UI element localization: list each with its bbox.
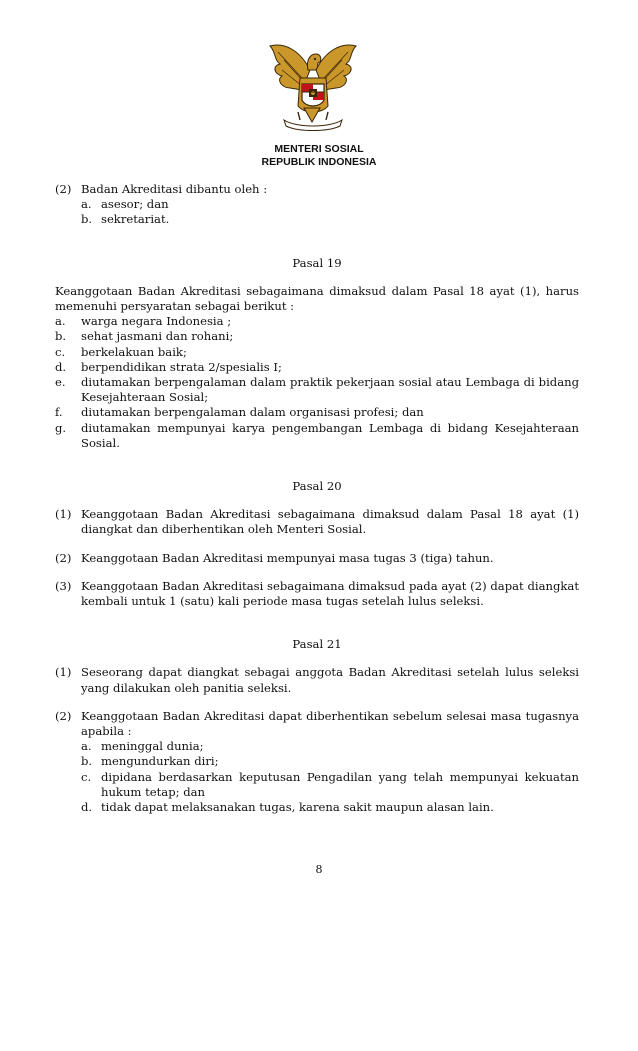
list-item <box>81 197 579 212</box>
header-line-1: MENTERI SOSIAL <box>274 143 364 155</box>
list-text: diutamakan mempunyai karya pengembangan Lembaga di bidang Kesejahteraan Sosial. <box>81 420 579 450</box>
page-number: 8 <box>315 863 323 876</box>
list-marker: d. <box>55 359 67 374</box>
clause-21-2 <box>55 709 579 739</box>
pasal-19-heading: Pasal 19 <box>292 255 342 270</box>
list-item <box>55 360 579 375</box>
pasal-20-heading: Pasal 20 <box>292 479 342 494</box>
clause-number: (3) <box>55 578 72 593</box>
list-item <box>81 770 579 800</box>
pasal-19-list <box>55 314 579 451</box>
clause-21-1 <box>55 665 579 695</box>
list-marker: e. <box>55 375 66 390</box>
list-marker: a. <box>81 197 92 212</box>
clause-text: Keanggotaan Badan Akreditasi mempunyai masa tugas 3 (tiga) tahun. <box>81 550 494 565</box>
list-marker: a. <box>81 739 92 754</box>
header-line-2: REPUBLIK INDONESIA <box>261 156 377 168</box>
clause-18-2-list <box>81 197 579 227</box>
clause-number: (1) <box>55 665 72 680</box>
list-item <box>55 329 579 344</box>
clause-number: (1) <box>55 507 72 522</box>
garuda-emblem-icon <box>262 40 364 136</box>
list-text: dipidana berdasarkan keputusan Pengadilan yang telah mempunyai kekuatan hukum tetap; dan <box>101 769 579 799</box>
list-text: diutamakan berpengalaman dalam organisasi profesi; dan <box>81 405 424 420</box>
list-marker: g. <box>55 420 67 435</box>
list-item <box>55 314 579 329</box>
clause-21-2-list <box>81 739 579 815</box>
clause-number: (2) <box>55 708 72 723</box>
list-marker: b. <box>81 754 93 769</box>
list-text: warga negara Indonesia ; <box>81 314 232 329</box>
list-text: asesor; dan <box>101 197 169 212</box>
list-marker: c. <box>55 344 66 359</box>
clause-number: (2) <box>55 550 72 565</box>
list-item <box>55 405 579 420</box>
list-marker: c. <box>81 769 92 784</box>
clause-18-2 <box>55 182 579 197</box>
list-item <box>55 421 579 451</box>
list-text: berkelakuan baik; <box>81 344 187 359</box>
clause-text: Badan Akreditasi dibantu oleh : <box>81 182 268 196</box>
list-text: berpendidikan strata 2/spesialis I; <box>81 359 282 374</box>
list-item <box>55 375 579 405</box>
list-marker: d. <box>81 800 93 815</box>
clause-text: Keanggotaan Badan Akreditasi sebagaimana dimaksud pada ayat (2) dapat diangkat kembali untuk 1 (satu) kali periode masa tugas setelah lulus seleksi. <box>81 578 579 609</box>
clause-number: (2) <box>55 182 72 196</box>
clause-20-2 <box>55 551 579 566</box>
list-item <box>81 212 579 227</box>
pasal-19-intro: Keanggotaan Badan Akreditasi sebagaimana dimaksud dalam Pasal 18 ayat (1), harus memenuhi persyaratan sebagai berikut : <box>55 283 579 314</box>
list-marker: a. <box>55 314 66 329</box>
list-marker: f. <box>55 405 63 420</box>
list-marker: b. <box>81 212 93 227</box>
list-item <box>55 345 579 360</box>
clause-text: Seseorang dapat diangkat sebagai anggota Badan Akreditasi setelah lulus seleksi yang dilakukan oleh panitia seleksi. <box>81 665 579 695</box>
pasal-21-heading: Pasal 21 <box>292 637 342 652</box>
list-text: mengundurkan diri; <box>101 754 219 769</box>
clause-text: Keanggotaan Badan Akreditasi sebagaimana dimaksud dalam Pasal 18 ayat (1) diangkat dan diberhentikan oleh Menteri Sosial. <box>81 507 579 537</box>
list-text: diutamakan berpengalaman dalam praktik pekerjaan sosial atau Lembaga di bidang Kesejahteraan Sosial; <box>81 375 579 405</box>
list-text: meninggal dunia; <box>101 739 204 754</box>
list-text: sekretariat. <box>101 212 170 227</box>
list-marker: b. <box>55 329 67 344</box>
list-text: tidak dapat melaksanakan tugas, karena sakit maupun alasan lain. <box>101 800 494 815</box>
list-item <box>81 739 579 754</box>
list-item <box>81 800 579 815</box>
clause-20-3 <box>55 579 579 609</box>
clause-20-1 <box>55 507 579 537</box>
list-text: sehat jasmani dan rohani; <box>81 329 234 344</box>
clause-text: Keanggotaan Badan Akreditasi dapat diberhentikan sebelum selesai masa tugasnya apabila : <box>81 708 579 739</box>
list-item <box>81 754 579 769</box>
document-body <box>55 182 579 815</box>
